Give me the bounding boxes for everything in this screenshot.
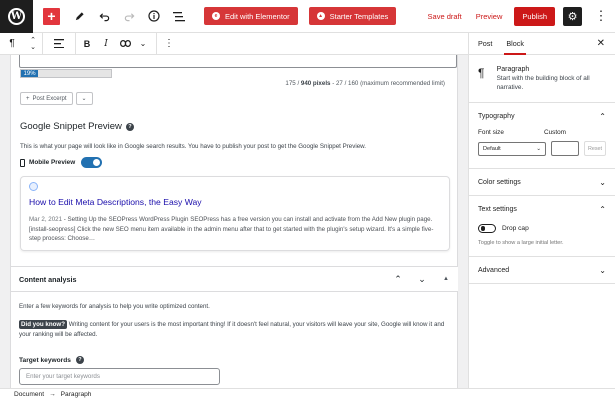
block-toolbar (0, 33, 468, 55)
align-icon[interactable] (43, 33, 75, 55)
snippet-description: Mar 2, 2021 - Setting Up the SEOPress WordPress Plugin SEOPress has a free version you can install and activate from the Add New plugin page. [install-seopress] Click the new SEO menu item available in the admin menu after that to get started with the plugin's setup wizard. It's a simple five-step process: Choose… (29, 216, 434, 243)
drop-cap-toggle[interactable] (478, 224, 496, 233)
list-view-icon[interactable] (169, 6, 189, 26)
pixel-count: 175 / 940 pixels - 27 / 160 (maximum recommended limit) (285, 80, 445, 87)
elementor-icon: e (212, 12, 220, 20)
breadcrumb-paragraph[interactable]: Paragraph (60, 391, 92, 398)
info-icon[interactable] (144, 6, 164, 26)
google-snippet-preview-heading: Google Snippet Preview ? (20, 121, 134, 132)
add-block-button[interactable]: + (43, 8, 60, 25)
block-description: Start with the building block of all narrative. (496, 75, 590, 91)
breadcrumb-document[interactable]: Document (14, 391, 45, 398)
chevron-up-icon[interactable]: ⌃ (394, 273, 402, 284)
typography-panel (469, 103, 615, 169)
bold-button[interactable]: B (83, 38, 91, 49)
paragraph-block-icon[interactable]: ¶ (9, 38, 15, 49)
top-toolbar (0, 0, 615, 33)
did-you-know-tip: Did you know? Writing content for your users is the most important thing! If it doesn't feel natural, your visitors will leave your site, Google will know it and your ranking will be affected. (19, 321, 445, 338)
edit-with-elementor-button[interactable]: e Edit with Elementor (204, 7, 298, 25)
move-block-icon[interactable]: ⌃ ⌄ (30, 36, 36, 51)
text-settings-toggle[interactable]: Text settings ⌃ (478, 204, 606, 214)
plus-icon: + (26, 95, 30, 102)
target-keywords-input[interactable]: Enter your target keywords (19, 368, 220, 385)
block-card (469, 55, 615, 103)
phone-icon (20, 159, 25, 167)
settings-gear-icon[interactable]: ⚙ (563, 7, 582, 26)
text-settings-panel (469, 196, 615, 257)
close-icon[interactable]: ✕ (596, 38, 605, 49)
preview-button[interactable]: Preview (475, 11, 503, 21)
wordpress-logo-icon[interactable]: W (0, 0, 33, 33)
excerpt-dropdown-button[interactable] (76, 92, 93, 105)
paragraph-block-icon: ¶ (478, 66, 485, 80)
chevron-down-icon[interactable]: ⌄ (139, 39, 147, 48)
drop-cap-help: Toggle to show a large initial letter. (478, 240, 564, 246)
more-options-icon[interactable]: ⋮ (594, 8, 608, 23)
collapse-toggle-icon[interactable]: ▲ (443, 276, 449, 282)
font-size-labels: Font size Custom (478, 129, 566, 136)
color-settings-panel (469, 169, 615, 196)
chevron-down-icon: ⌄ (536, 145, 541, 152)
chevron-down-icon[interactable]: ⌄ (418, 273, 426, 284)
advanced-panel (469, 257, 615, 284)
mobile-preview-toggle[interactable] (81, 157, 102, 168)
color-settings-toggle[interactable]: Color settings ⌄ (478, 177, 606, 187)
breadcrumb (0, 388, 615, 400)
block-name: Paragraph (496, 66, 530, 73)
gsp-description: This is what your page will look like in Google search results. You have to publish your post to get the Google Snippet Preview. (20, 143, 367, 150)
redo-icon[interactable] (119, 6, 139, 26)
publish-button[interactable]: Publish (514, 7, 555, 26)
chevron-down-icon: ⌄ (81, 96, 87, 102)
save-draft-button[interactable]: Save draft (427, 11, 462, 21)
canvas-gutter-right (458, 55, 468, 388)
link-icon[interactable] (114, 33, 136, 55)
drop-cap-row: Drop cap (478, 224, 606, 233)
meta-progress-bar (20, 69, 112, 78)
excerpt-row (20, 92, 93, 105)
globe-icon (29, 182, 38, 191)
mobile-preview-row: Mobile Preview (20, 157, 102, 168)
did-you-know-badge: Did you know? (21, 321, 65, 328)
starter-templates-icon: ▲ (318, 13, 324, 19)
chevron-down-icon: ⌄ (599, 177, 606, 187)
undo-icon[interactable] (94, 6, 114, 26)
snippet-title: How to Edit Meta Descriptions, the Easy Way (29, 197, 202, 207)
help-icon[interactable]: ? (76, 356, 84, 364)
canvas-gutter-left (0, 55, 10, 388)
post-excerpt-button[interactable]: + Post Excerpt (20, 92, 73, 105)
chevron-up-icon: ⌃ (599, 111, 606, 121)
font-size-select[interactable]: Default ⌄ (478, 142, 546, 156)
tab-post[interactable]: Post (478, 39, 493, 48)
pencil-tools-icon[interactable] (69, 6, 89, 26)
more-options-icon[interactable]: ⋮ (164, 38, 174, 49)
meta-description-textarea[interactable] (19, 55, 457, 68)
advanced-toggle[interactable]: Advanced ⌄ (478, 265, 606, 275)
progress-fill: 19% (21, 70, 38, 77)
chevron-up-icon: ⌃ (599, 204, 606, 214)
font-size-row (478, 141, 606, 168)
chevron-down-icon: ⌄ (599, 265, 606, 275)
typography-panel-toggle[interactable]: Typography ⌃ (478, 111, 606, 121)
google-snippet-card (20, 176, 450, 251)
tab-block[interactable]: Block (506, 33, 524, 54)
custom-font-size-input[interactable] (551, 141, 579, 156)
content-analysis-intro: Enter a few keywords for analysis to help you write optimized content. (19, 303, 210, 310)
content-analysis-header: Content analysis ⌃ ⌄ ▲ (11, 266, 458, 292)
settings-sidebar (468, 33, 615, 388)
italic-button[interactable]: I (104, 38, 108, 49)
editor-canvas (0, 55, 468, 388)
sidebar-tabs (469, 33, 615, 55)
starter-templates-button[interactable]: ▲ Starter Templates (309, 7, 397, 25)
breadcrumb-separator: → (49, 391, 56, 398)
help-icon[interactable]: ? (126, 123, 134, 131)
target-keywords-label: Target keywords ? (19, 356, 84, 364)
reset-button[interactable]: Reset (584, 141, 606, 156)
seo-metabox (10, 55, 458, 388)
